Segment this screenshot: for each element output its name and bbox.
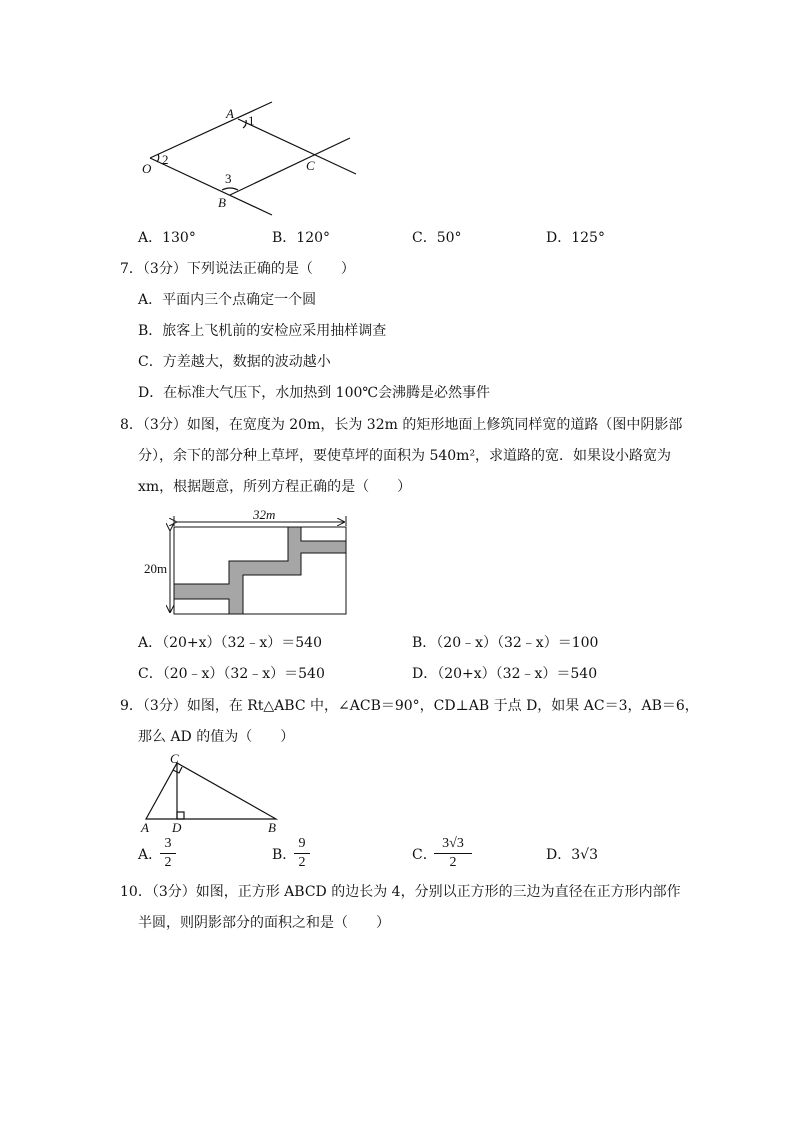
q9-option-d-value: 3√3 — [571, 847, 598, 863]
q8-label-length: 32m — [253, 507, 276, 522]
right-angle-d — [177, 812, 184, 819]
q9-label-b: B — [268, 820, 276, 835]
q9-stem-line1: 9．（3分）如图，在 Rt△ABC 中，∠ACB＝90°，CD⊥AB 于点 D，如果 AC＝3，AB＝6， — [120, 698, 699, 714]
q9-option-a-prefix: A． — [138, 847, 163, 863]
q9-option-a-fraction — [160, 836, 176, 871]
q9-option-c-den: 2 — [449, 855, 457, 870]
q7-option-b[interactable]: B．旅客上飞机前的安检应采用抽样调查 — [138, 323, 387, 339]
q9-option-a[interactable] — [138, 845, 162, 865]
q9-option-b-num: 9 — [298, 836, 306, 851]
q7-option-a[interactable]: A．平面内三个点确定一个圆 — [138, 292, 317, 308]
q7-option-d[interactable]: D．在标准大气压下，水加热到 100℃会沸腾是必然事件 — [138, 385, 491, 401]
q8-label-width: 20m — [144, 561, 168, 576]
q9-option-c-num: 3√3 — [442, 836, 464, 851]
q9-option-c[interactable] — [412, 845, 437, 865]
q6-label-angle1: 1 — [248, 113, 255, 128]
q9-label-c: C — [170, 751, 179, 766]
q6-option-b[interactable]: B．120° — [272, 230, 331, 246]
q6-label-o: O — [142, 161, 152, 176]
q8-option-b[interactable]: B．（20﹣x）（32﹣x）＝100 — [412, 635, 599, 651]
q9-option-a-num: 3 — [164, 836, 172, 851]
q6-option-c[interactable]: C．50° — [412, 230, 462, 246]
q9-label-d: D — [172, 820, 182, 835]
q9-option-d-prefix: D． — [546, 847, 572, 863]
q8-option-a[interactable]: A．（20+x）（32﹣x）＝540 — [138, 635, 322, 651]
q8-stem-line1: 8．（3分）如图，在宽度为 20m，长为 32m 的矩形地面上修筑同样宽的道路（图中阴影部 — [120, 417, 683, 433]
triangle-abc — [146, 763, 276, 819]
q10-stem-line1: 10．（3分）如图，正方形 ABCD 的边长为 4，分别以正方形的三边为直径在正方形内部作 — [120, 884, 681, 900]
q9-option-a-den: 2 — [164, 855, 172, 870]
q6-option-d[interactable]: D．125° — [546, 230, 605, 246]
q8-option-d[interactable]: D．（20+x）（32﹣x）＝540 — [412, 666, 598, 682]
q8-stem-line2: 分），余下的部分种上草坪，要使草坪的面积为 540m²，求道路的宽．如果设小路宽为 — [138, 448, 672, 464]
q6-label-b: B — [218, 195, 226, 210]
q9-option-b-prefix: B． — [272, 847, 297, 863]
q10-stem-line2: 半圆，则阴影部分的面积之和是（ ） — [138, 915, 390, 931]
q9-option-b-fraction — [294, 836, 310, 871]
q8-option-c[interactable]: C．（20﹣x）（32﹣x）＝540 — [138, 666, 325, 682]
q7-stem: 7．（3分）下列说法正确的是（ ） — [120, 261, 355, 277]
q6-option-a[interactable]: A．130° — [138, 230, 196, 246]
q9-option-d[interactable] — [546, 845, 598, 865]
q9-option-c-prefix: C． — [412, 847, 437, 863]
q9-option-b-den: 2 — [298, 855, 306, 870]
q6-label-c: C — [306, 158, 315, 173]
q6-label-angle2: 2 — [162, 152, 169, 167]
q6-label-a: A — [226, 106, 234, 121]
q9-label-a: A — [141, 820, 149, 835]
q9-option-c-fraction — [434, 836, 472, 871]
q8-stem-line3: xm，根据题意，所列方程正确的是（ ） — [138, 479, 412, 495]
q9-option-b[interactable] — [272, 845, 296, 865]
q9-stem-line2: 那么 AD 的值为（ ） — [138, 729, 295, 745]
q6-label-angle3: 3 — [225, 171, 232, 186]
q7-option-c[interactable]: C．方差越大，数据的波动越小 — [138, 354, 331, 370]
